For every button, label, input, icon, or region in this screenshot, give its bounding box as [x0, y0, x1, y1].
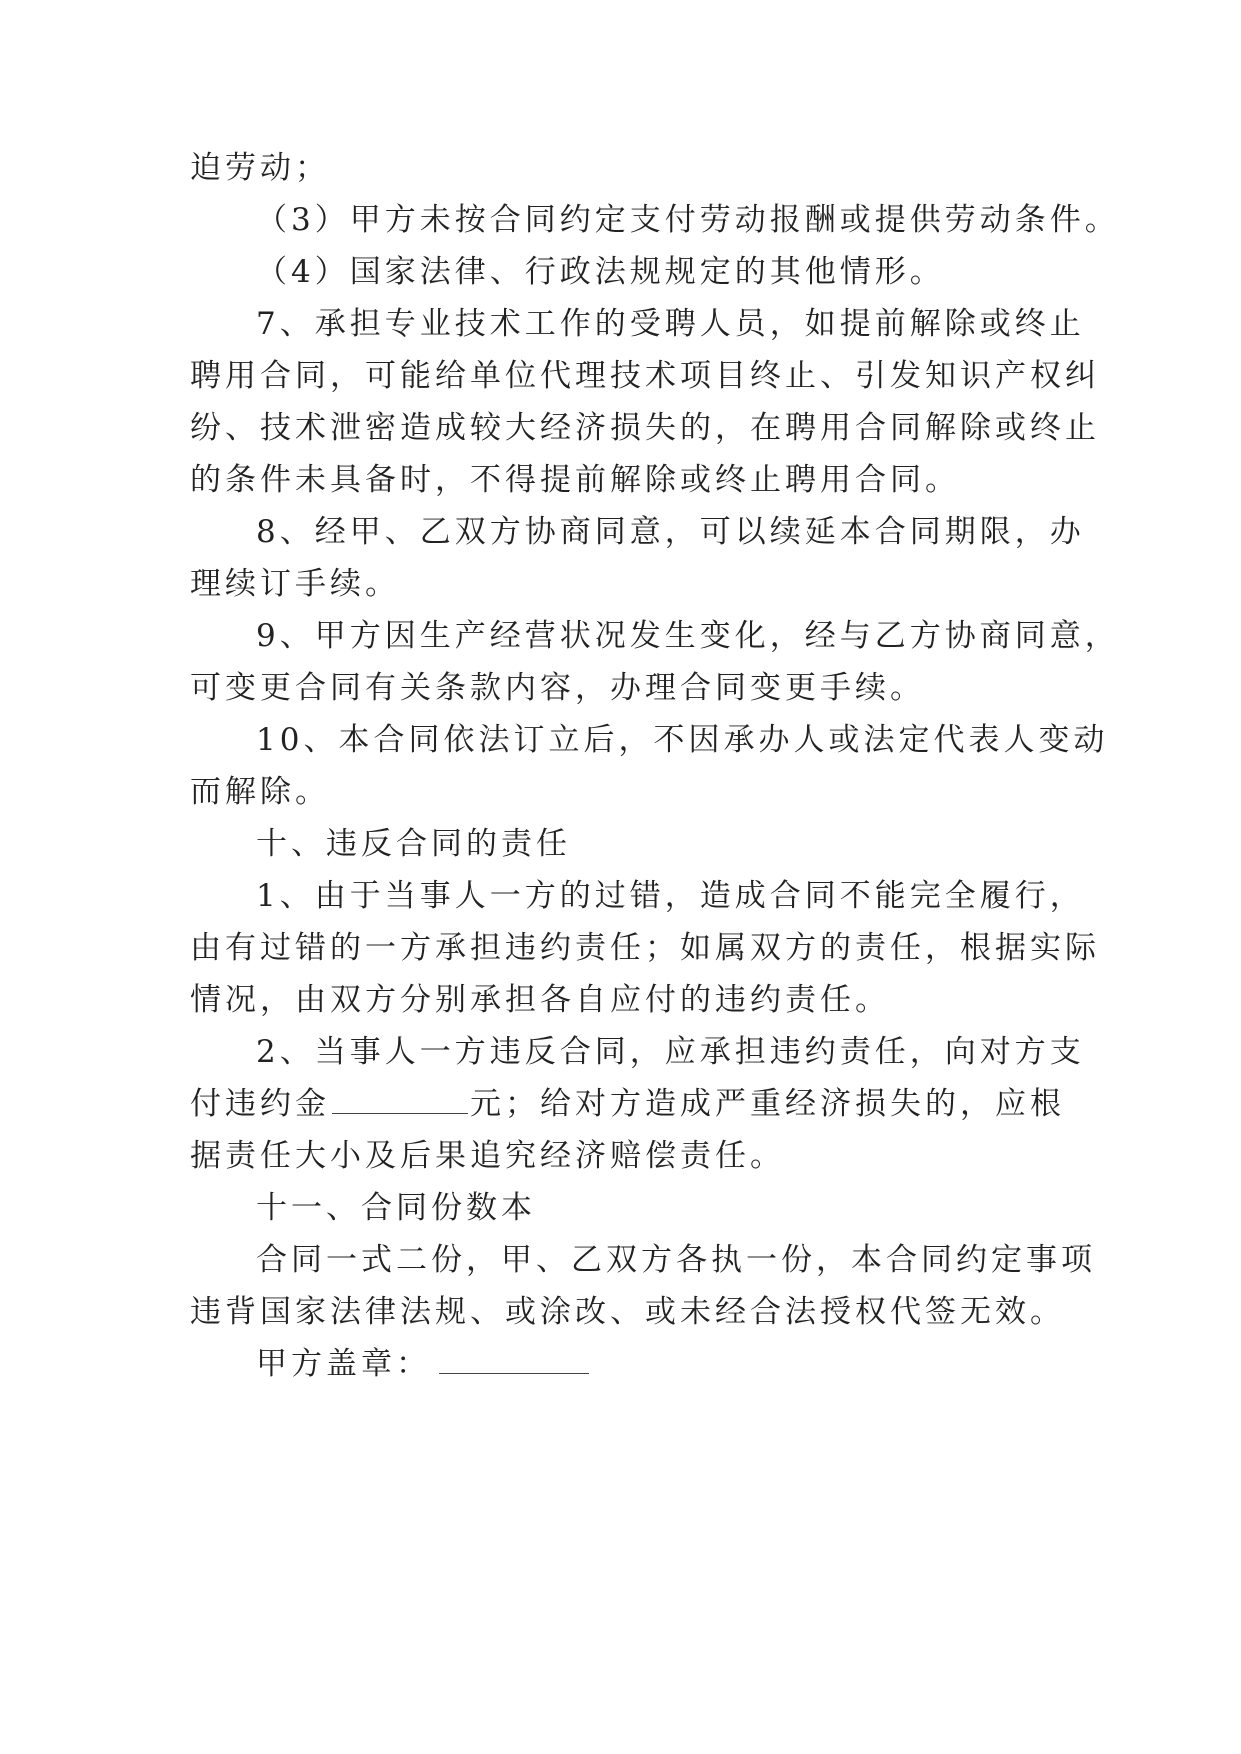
text-line: （3）甲方未按合同约定支付劳动报酬或提供劳动条件。	[256, 202, 1120, 238]
text-line: 聘用合同，可能给单位代理技术项目终止、引发知识产权纠	[190, 358, 1100, 394]
section-heading: 十、违反合同的责任	[256, 826, 571, 862]
text-line: 可变更合同有关条款内容，办理合同变更手续。	[190, 670, 925, 706]
text-line: 理续订手续。	[190, 566, 400, 602]
text-line: 2、当事人一方违反合同，应承担违约责任，向对方支	[256, 1034, 1085, 1070]
section-heading: 十一、合同份数本	[256, 1190, 536, 1226]
text-line: 纷、技术泄密造成较大经济损失的，在聘用合同解除或终止	[190, 410, 1100, 446]
text-line: 合同一式二份，甲、乙双方各执一份，本合同约定事项	[256, 1242, 1096, 1278]
text-line: 9、甲方因生产经营状况发生变化，经与乙方协商同意，	[256, 618, 1120, 654]
text-line: 7、承担专业技术工作的受聘人员，如提前解除或终止	[256, 306, 1085, 342]
text-line: 迫劳动；	[190, 150, 330, 186]
signature-line	[256, 1344, 591, 1384]
text-line: 1、由于当事人一方的过错，造成合同不能完全履行，	[256, 878, 1085, 914]
party-a-seal-label: 甲方盖章：	[256, 1346, 431, 1382]
text-line: 情况，由双方分别承担各自应付的违约责任。	[190, 982, 890, 1018]
text-line: （4）国家法律、行政法规规定的其他情形。	[256, 254, 945, 290]
text-line: 而解除。	[190, 774, 330, 810]
text-line: 10、本合同依法订立后，不因承办人或法定代表人变动	[256, 722, 1109, 758]
text-segment: 付违约金	[190, 1086, 330, 1122]
text-line: 的条件未具备时，不得提前解除或终止聘用合同。	[190, 462, 960, 498]
penalty-amount-blank	[332, 1085, 468, 1114]
text-line-with-blank	[190, 1084, 1065, 1124]
text-segment: 元；给对方造成严重经济损失的，应根	[470, 1086, 1065, 1122]
party-a-seal-blank	[439, 1345, 589, 1374]
text-line: 8、经甲、乙双方协商同意，可以续延本合同期限，办	[256, 514, 1085, 550]
text-line: 据责任大小及后果追究经济赔偿责任。	[190, 1138, 785, 1174]
text-line: 违背国家法律法规、或涂改、或未经合法授权代签无效。	[190, 1294, 1065, 1330]
text-line: 由有过错的一方承担违约责任；如属双方的责任，根据实际	[190, 930, 1100, 966]
